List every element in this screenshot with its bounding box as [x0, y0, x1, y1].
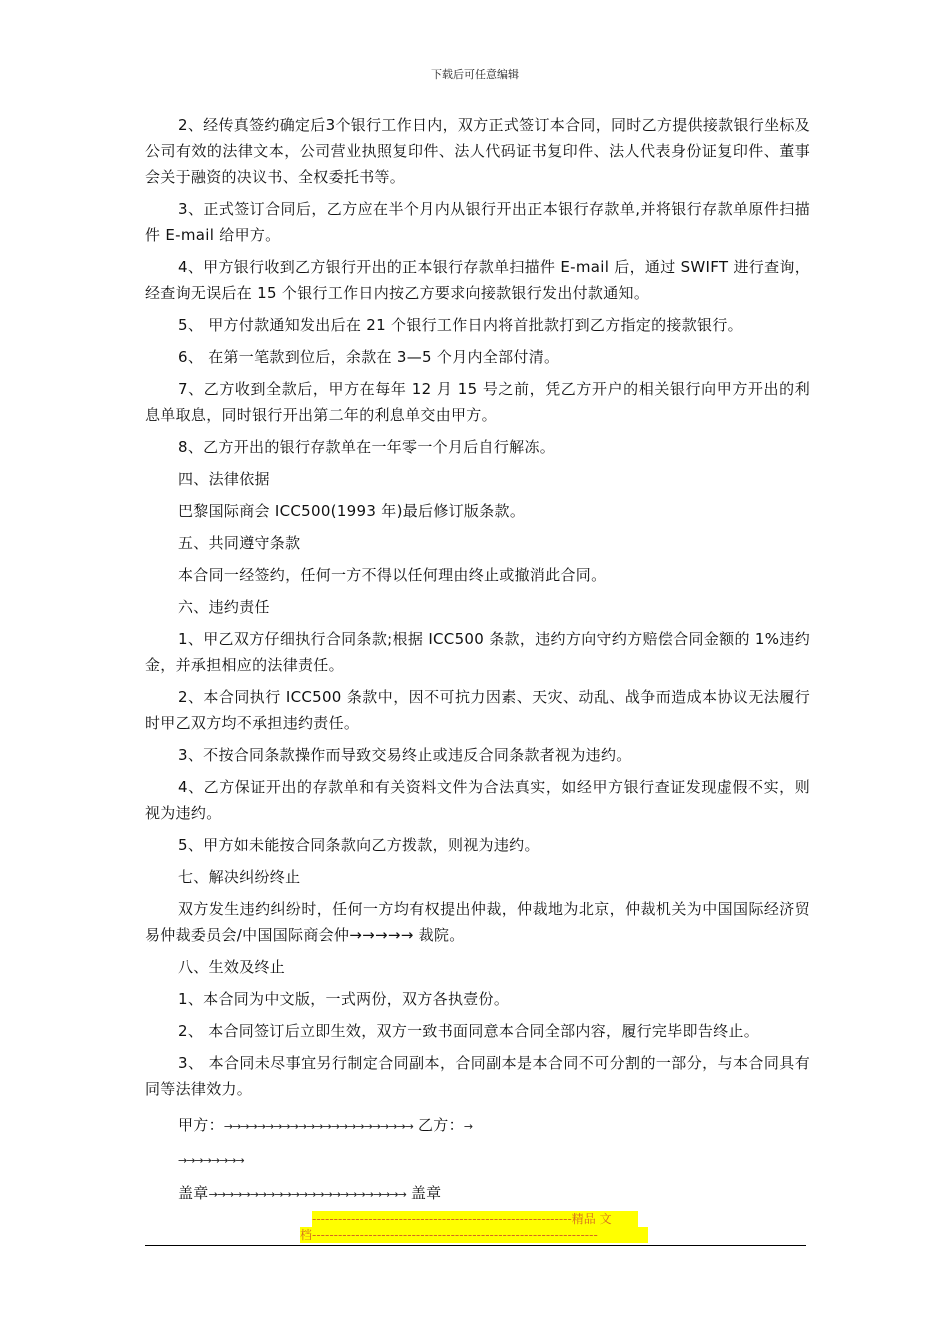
section-heading-disputes: 七、解决纠纷终止	[178, 868, 301, 886]
footer-rule	[145, 1245, 806, 1246]
party-b-fill-continued: →→→→→→→→	[178, 1154, 244, 1167]
liability-clause-3: 3、不按合同条款操作而导致交易终止或违反合同条款者视为违约。	[178, 746, 632, 764]
footer-watermark	[300, 1211, 650, 1243]
seal-fill: →→→→→→→→→→→→→→→→→→→→→→→→	[208, 1188, 406, 1201]
clause-7-interest: 7、乙方收到全款后，甲方在每年 12 月 15 号之前，凭乙方开户的相关银行向甲方开出的利息单取息，同时银行开出第二年的利息单交由甲方。	[145, 380, 810, 424]
footer-line-2: 档------------------------------------------------------------------	[300, 1227, 648, 1243]
clause-3-deposit-slip: 3、正式签订合同后，乙方应在半个月内从银行开出正本银行存款单,并将银行存款单原件扫描件 E-mail 给甲方。	[145, 200, 810, 244]
signature-line-continuation	[145, 1146, 810, 1174]
effectiveness-clause-2: 2、 本合同签订后立即生效，双方一致书面同意本合同全部内容，履行完毕即告终止。	[178, 1022, 760, 1040]
common-terms-text: 本合同一经签约，任何一方不得以任何理由终止或撤消此合同。	[178, 566, 607, 584]
signature-line-parties	[145, 1112, 810, 1140]
section-heading-common-terms: 五、共同遵守条款	[178, 534, 301, 552]
footer-line-1: ------------------------------------------------------------精品 文	[312, 1211, 638, 1227]
clause-5-first-payment: 5、 甲方付款通知发出后在 21 个银行工作日内将首批款打到乙方指定的接款银行。	[178, 316, 743, 334]
seal-label-a: 盖章	[178, 1184, 209, 1202]
liability-clause-5: 5、甲方如未能按合同条款向乙方拨款，则视为违约。	[178, 836, 540, 854]
seal-label-b: 盖章	[405, 1184, 442, 1202]
effectiveness-clause-3: 3、 本合同未尽事宜另行制定合同副本，合同副本是本合同不可分割的一部分，与本合同具有同等法律效力。	[145, 1054, 810, 1098]
section-heading-effectiveness: 八、生效及终止	[178, 958, 286, 976]
legal-basis-text: 巴黎国际商会 ICC500(1993 年)最后修订版条款。	[178, 502, 526, 520]
section-heading-liability: 六、违约责任	[178, 598, 270, 616]
liability-clause-4: 4、乙方保证开出的存款单和有关资料文件为合法真实，如经甲方银行查证发现虚假不实，则视为违约。	[145, 778, 810, 822]
clause-6-balance: 6、 在第一笔款到位后，余款在 3—5 个月内全部付清。	[178, 348, 560, 366]
liability-clause-1: 1、甲乙双方仔细执行合同条款;根据 ICC500 条款，违约方向守约方赔偿合同金额的 1%违约金，并承担相应的法律责任。	[145, 630, 810, 674]
party-b-label: 乙方：	[412, 1116, 464, 1134]
party-a-label: 甲方：	[178, 1116, 224, 1134]
section-heading-legal-basis: 四、法律依据	[178, 470, 270, 488]
party-b-fill: →	[463, 1120, 473, 1133]
effectiveness-clause-1: 1、本合同为中文版，一式两份，双方各执壹份。	[178, 990, 510, 1008]
party-a-fill: →→→→→→→→→→→→→→→→→→→→→→→	[223, 1120, 413, 1133]
document-body	[145, 112, 810, 1214]
page-header: 下载后可任意编辑	[431, 68, 519, 81]
signature-line-seal	[145, 1180, 810, 1208]
clause-4-swift-query: 4、甲方银行收到乙方银行开出的正本银行存款单扫描件 E-mail 后，通过 SWIFT 进行查询，经查询无误后在 15 个银行工作日内按乙方要求向接款银行发出付款通知。	[145, 258, 810, 302]
clause-8-unfreeze: 8、乙方开出的银行存款单在一年零一个月后自行解冻。	[178, 438, 556, 456]
disputes-text: 双方发生违约纠纷时，任何一方均有权提出仲裁，仲裁地为北京，仲裁机关为中国国际经济贸易仲裁委员会/中国国际商会仲→→→→→ 裁院。	[145, 900, 810, 944]
liability-clause-2: 2、本合同执行 ICC500 条款中，因不可抗力因素、天灾、动乱、战争而造成本协议无法履行时甲乙双方均不承担违约责任。	[145, 688, 810, 732]
clause-2-signing: 2、经传真签约确定后3个银行工作日内，双方正式签订本合同，同时乙方提供接款银行坐标及公司有效的法律文本，公司营业执照复印件、法人代码证书复印件、法人代表身份证复印件、董事会关于融资的决议书、全权委托书等。	[145, 116, 810, 186]
